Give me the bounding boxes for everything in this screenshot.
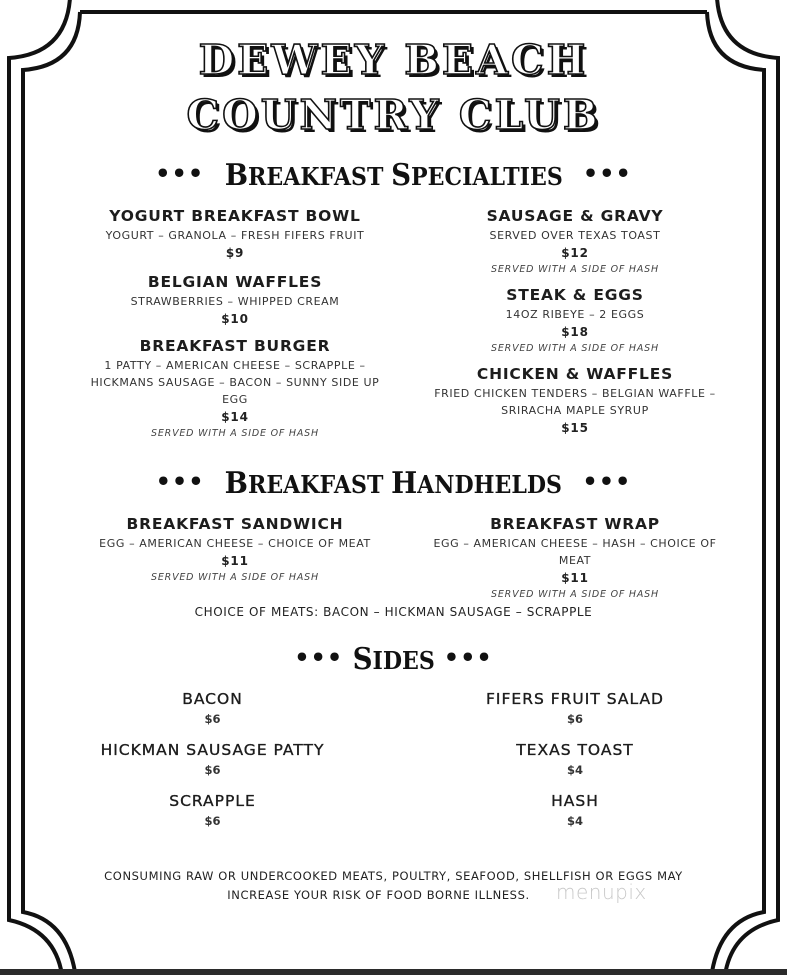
item-price: $11 bbox=[561, 571, 589, 585]
menu-item bbox=[40, 335, 430, 442]
item-description: SRIRACHA MAPLE SYRUP bbox=[501, 404, 649, 417]
section-heading-breakfast-specialties bbox=[0, 158, 787, 193]
bottom-edge-bar bbox=[0, 969, 787, 975]
item-price: $11 bbox=[221, 554, 249, 568]
item-name: STEAK & EGGS bbox=[506, 286, 644, 304]
side-name: BACON bbox=[182, 690, 243, 708]
menu-item bbox=[395, 205, 755, 278]
item-description: SERVED OVER TEXAS TOAST bbox=[489, 229, 661, 242]
handhelds-left-column bbox=[40, 513, 430, 586]
item-note: SERVED WITH A SIDE OF HASH bbox=[491, 264, 659, 275]
item-description: FRIED CHICKEN TENDERS – BELGIAN WAFFLE – bbox=[434, 387, 716, 400]
choice-of-meats-note: CHOICE OF MEATS: BACON – HICKMAN SAUSAGE – SCRAPPLE bbox=[194, 605, 593, 619]
item-note: SERVED WITH A SIDE OF HASH bbox=[491, 343, 659, 354]
item-note: SERVED WITH A SIDE OF HASH bbox=[151, 572, 319, 583]
item-description: 14OZ RIBEYE – 2 EGGS bbox=[505, 308, 645, 321]
sides-left-column bbox=[20, 688, 405, 841]
side-price: $4 bbox=[566, 814, 583, 828]
menu-item bbox=[395, 513, 755, 603]
item-description: STRAWBERRIES – WHIPPED CREAM bbox=[130, 295, 340, 308]
dots-ornament-icon: ••• bbox=[155, 159, 205, 188]
item-price: $14 bbox=[221, 410, 249, 424]
item-price: $15 bbox=[561, 421, 589, 435]
restaurant-title-line2: COUNTRY CLUB bbox=[186, 91, 601, 139]
menupix-watermark: menupix bbox=[556, 880, 647, 904]
restaurant-title-line1: DEWEY BEACH bbox=[198, 36, 589, 84]
item-description: EGG – AMERICAN CHEESE – HASH – CHOICE OF bbox=[433, 537, 717, 550]
item-name: BREAKFAST BURGER bbox=[139, 337, 331, 355]
side-price: $6 bbox=[204, 763, 221, 777]
dots-ornament-icon: ••• bbox=[582, 467, 632, 496]
menu-item bbox=[40, 205, 430, 262]
item-name: BREAKFAST SANDWICH bbox=[126, 515, 344, 533]
sides-right-column bbox=[395, 688, 755, 841]
side-item bbox=[395, 739, 755, 779]
item-description: HICKMANS SAUSAGE – BACON – SUNNY SIDE UP bbox=[90, 376, 380, 389]
side-price: $6 bbox=[566, 712, 583, 726]
dots-ornament-icon: ••• bbox=[155, 467, 205, 496]
side-name: FIFERS FRUIT SALAD bbox=[486, 690, 664, 708]
item-price: $18 bbox=[561, 325, 589, 339]
side-name: HICKMAN SAUSAGE PATTY bbox=[100, 741, 325, 759]
side-price: $6 bbox=[204, 712, 221, 726]
disclaimer-line: CONSUMING RAW OR UNDERCOOKED MEATS, POULTRY, SEAFOOD, SHELLFISH OR EGGS MAY bbox=[104, 869, 683, 883]
section-title: BREAKFAST HANDHELDS bbox=[224, 466, 563, 501]
dots-ornament-icon: ••• bbox=[443, 643, 493, 672]
side-item bbox=[20, 739, 405, 779]
side-item bbox=[395, 790, 755, 830]
side-name: HASH bbox=[551, 792, 599, 810]
specialties-left-column bbox=[40, 205, 430, 442]
section-title: BREAKFAST SPECIALTIES bbox=[224, 158, 563, 193]
dots-ornament-icon: ••• bbox=[294, 643, 344, 672]
section-heading-sides bbox=[0, 642, 787, 677]
item-note: SERVED WITH A SIDE OF HASH bbox=[151, 428, 319, 439]
item-price: $12 bbox=[561, 246, 589, 260]
item-description: MEAT bbox=[558, 554, 592, 567]
menu-item bbox=[395, 284, 755, 357]
item-description: EGG bbox=[222, 393, 248, 406]
side-price: $6 bbox=[204, 814, 221, 828]
item-price: $10 bbox=[221, 312, 249, 326]
dots-ornament-icon: ••• bbox=[582, 159, 632, 188]
side-price: $4 bbox=[566, 763, 583, 777]
side-item bbox=[20, 688, 405, 728]
menu-item bbox=[395, 363, 755, 437]
item-name: BELGIAN WAFFLES bbox=[147, 273, 323, 291]
handhelds-right-column bbox=[395, 513, 755, 603]
menu-item bbox=[40, 271, 430, 328]
item-price: $9 bbox=[225, 246, 245, 260]
disclaimer-line: INCREASE YOUR RISK OF FOOD BORNE ILLNESS. bbox=[227, 888, 530, 902]
specialties-right-column bbox=[395, 205, 755, 437]
item-description: 1 PATTY – AMERICAN CHEESE – SCRAPPLE – bbox=[104, 359, 366, 372]
item-name: BREAKFAST WRAP bbox=[490, 515, 660, 533]
side-item bbox=[395, 688, 755, 728]
item-description: EGG – AMERICAN CHEESE – CHOICE OF MEAT bbox=[99, 537, 371, 550]
side-name: TEXAS TOAST bbox=[516, 741, 634, 759]
section-heading-breakfast-handhelds bbox=[0, 466, 787, 501]
item-name: SAUSAGE & GRAVY bbox=[486, 207, 664, 225]
item-name: YOGURT BREAKFAST BOWL bbox=[109, 207, 361, 225]
item-name: CHICKEN & WAFFLES bbox=[476, 365, 674, 383]
side-item bbox=[20, 790, 405, 830]
menu-item bbox=[40, 513, 430, 586]
item-description: YOGURT – GRANOLA – FRESH FIFERS FRUIT bbox=[105, 229, 365, 242]
section-title: SIDES bbox=[352, 642, 435, 677]
side-name: SCRAPPLE bbox=[169, 792, 256, 810]
item-note: SERVED WITH A SIDE OF HASH bbox=[491, 589, 659, 600]
